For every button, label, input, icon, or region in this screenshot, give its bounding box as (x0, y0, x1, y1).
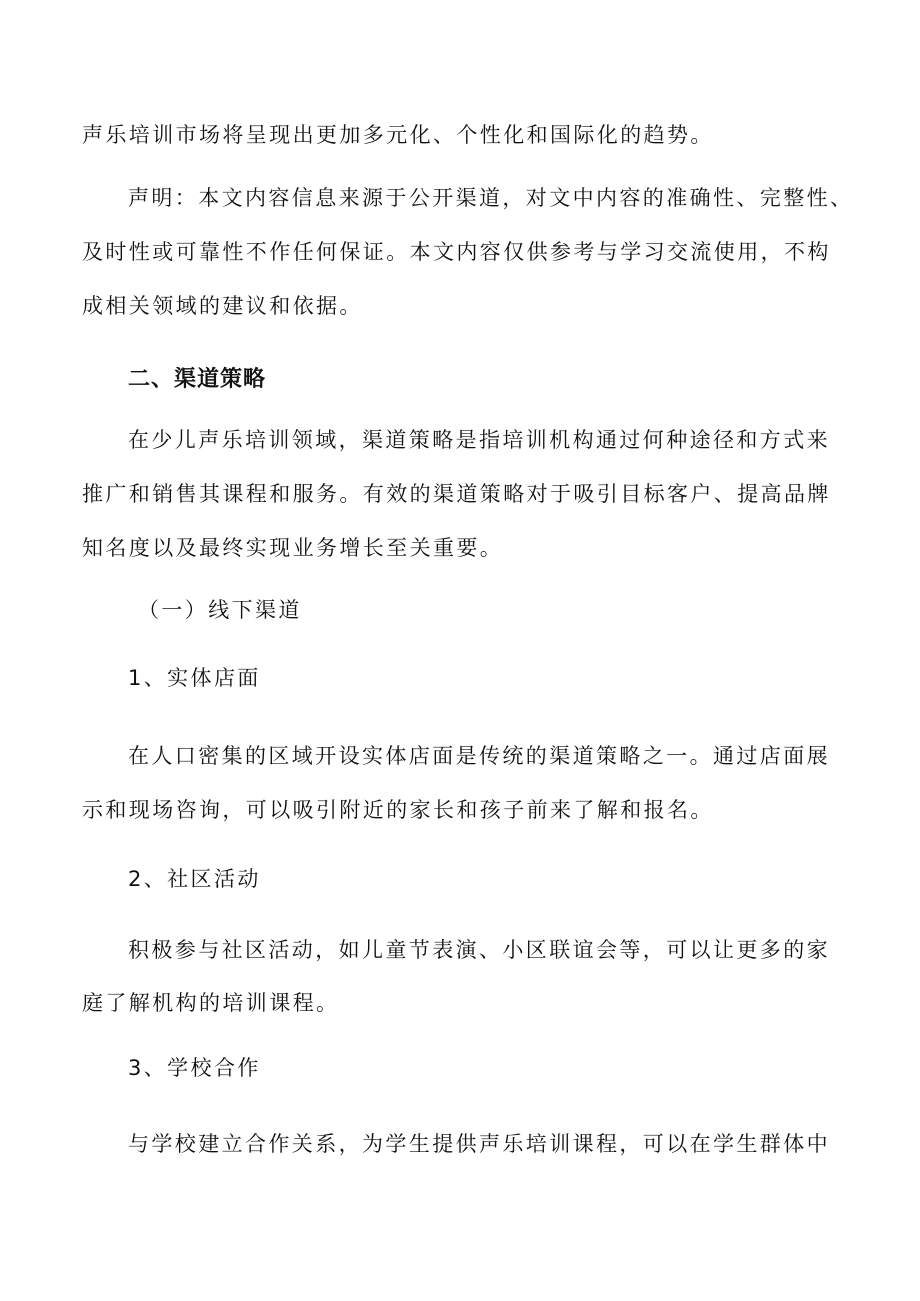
paragraph-line: 示和现场咨询，可以吸引附近的家长和孩子前来了解和报名。 (82, 798, 714, 822)
item-heading: 3、学校合作 (128, 1056, 261, 1080)
section-heading: 二、渠道策略 (128, 367, 267, 392)
paragraph-line: 声乐培训市场将呈现出更加多元化、个性化和国际化的趋势。 (82, 123, 714, 147)
paragraph-line: 在少儿声乐培训领域，渠道策略是指培训机构通过何种途径和方式来 (128, 428, 830, 452)
subsection-heading: （一）线下渠道 (138, 598, 302, 622)
paragraph-line: 与学校建立合作关系，为学生提供声乐培训课程，可以在学生群体中 (128, 1132, 830, 1156)
statement-line: 及时性或可靠性不作任何保证。本文内容仅供参考与学习交流使用，不构 (82, 240, 831, 264)
item-heading: 1、实体店面 (128, 666, 261, 690)
paragraph-line: 积极参与社区活动，如儿童节表演、小区联谊会等，可以让更多的家 (128, 938, 830, 962)
statement-line: 声明：本文内容信息来源于公开渠道，对文中内容的准确性、完整性、 (128, 186, 854, 210)
item-heading: 2、社区活动 (128, 867, 261, 891)
paragraph-line: 推广和销售其课程和服务。有效的渠道策略对于吸引目标客户、提高品牌 (82, 482, 831, 506)
statement-line: 成相关领域的建议和依据。 (82, 294, 363, 318)
paragraph-line: 在人口密集的区域开设实体店面是传统的渠道策略之一。通过店面展 (128, 744, 830, 768)
paragraph-line: 庭了解机构的培训课程。 (82, 991, 340, 1015)
paragraph-line: 知名度以及最终实现业务增长至关重要。 (82, 536, 504, 560)
